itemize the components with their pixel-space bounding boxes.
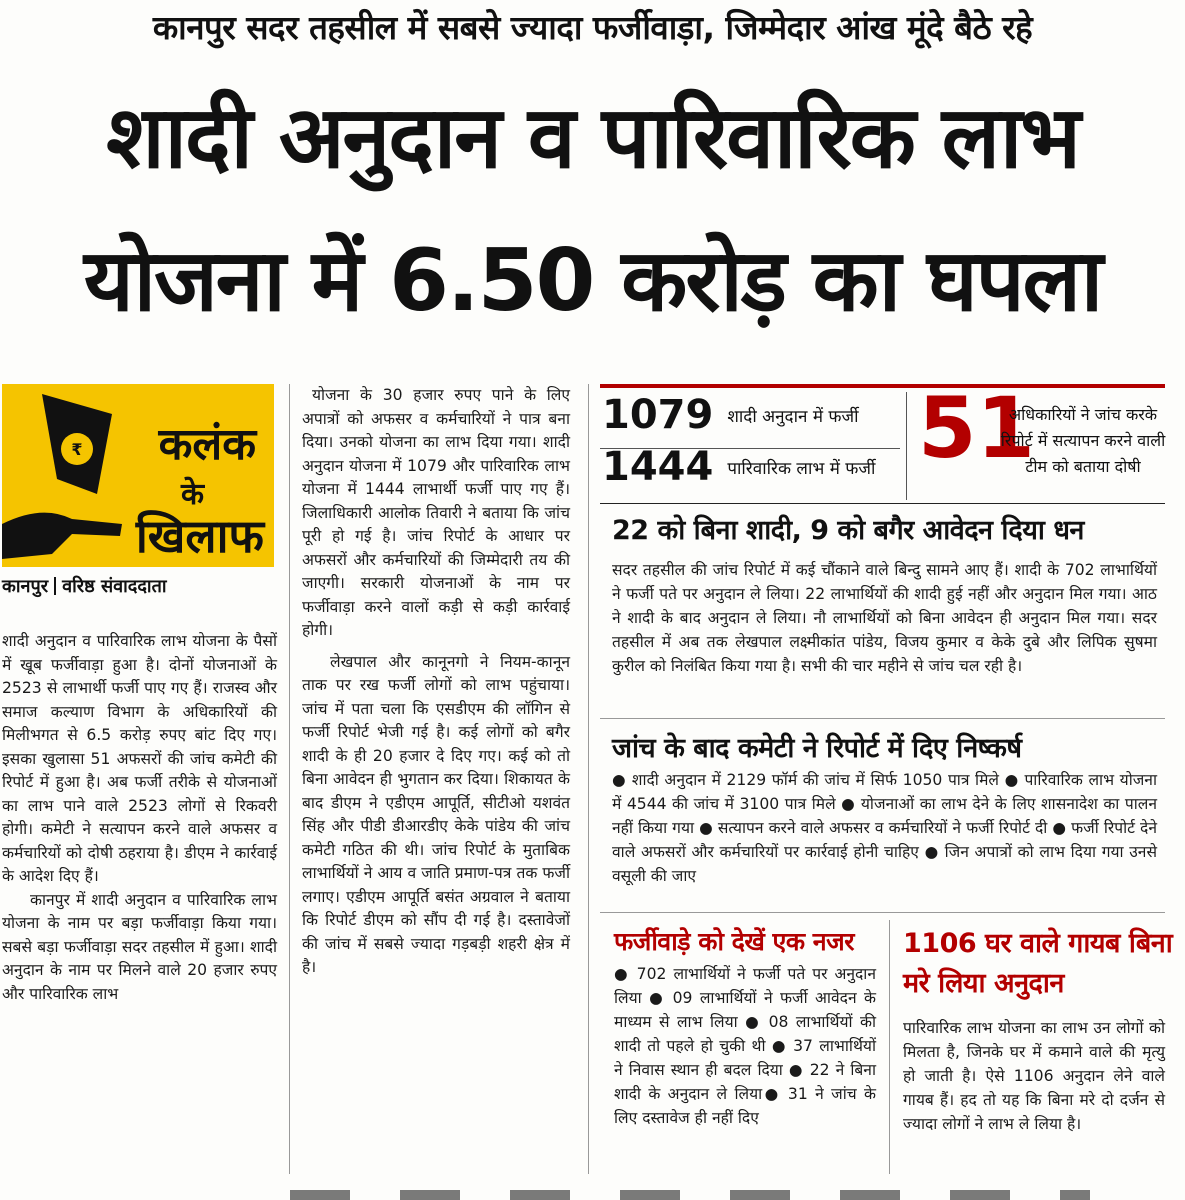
section-title: 1106 घर वाले गायब बिना मरे लिया अनुदान xyxy=(903,928,1173,999)
section-rule xyxy=(600,912,1165,913)
stat-box xyxy=(602,392,859,438)
section-rule xyxy=(600,718,1165,719)
stat-number: 1444 xyxy=(602,444,714,490)
stats-top-bar xyxy=(600,384,1165,388)
logo-word-3: खिलाफ xyxy=(135,509,264,563)
stat-label: शादी अनुदान में फर्जी xyxy=(727,406,859,427)
article-column-1 xyxy=(2,630,277,1006)
section-text xyxy=(903,1016,1165,1136)
column-divider xyxy=(588,384,589,1174)
cropped-next-headline xyxy=(290,1190,1090,1200)
logo-word-2: के xyxy=(180,477,204,512)
article-paragraph: योजना के 30 हजार रुपए पाने के लिए अपात्रों को अफसर व कर्मचारियों ने पात्र बना दिया। उनको योजना का लाभ दिया गया। शादी अनुदान योजना में 1079 और पारिवारिक लाभ योजना में 1444 लाभार्थी फर्जी पाए गए हैं। जिलाधिकारी आलोक तिवारी ने बताया कि जांच पूरी हो गई है। जांच रिपोर्ट के आधार पर अफसरों और कर्मचारियों की जिम्मेदारी तय की जाएगी। सरकारी योजनाओं के नाम पर फर्जीवाड़ा करने वालों कड़ी से कड़ी कार्रवाई होगी। xyxy=(302,386,570,639)
kicker-headline: कानपुर सदर तहसील में सबसे ज्यादा फर्जीवाड़ा, जिम्मेदार आंख मूंदे बैठे रहे xyxy=(152,8,1033,47)
section-paragraph: ● शादी अनुदान में 2129 फॉर्म की जांच में सिर्फ 1050 पात्र मिले ● पारिवारिक लाभ योजना में 4544 की जांच में 3100 पात्र मिले ● योजनाओं का लाभ देने के लिए शासनादेश का पालन नहीं किया गया ● सत्यापन करने वाले अफसर व कर्मचारियों ने फर्जी रिपोर्ट दी ● फर्जी रिपोर्ट देने वाले अफसरों और कर्मचारियों पर कार्रवाई होनी चाहिए ● जिन अपात्रों को लाभ दिया गया उनसे वसूली की जाए xyxy=(612,771,1157,885)
column-logo xyxy=(2,384,274,567)
section-text xyxy=(614,962,876,1130)
section-text xyxy=(612,558,1157,678)
section-text xyxy=(612,768,1157,888)
section-title: 22 को बिना शादी, 9 को बगैर आवेदन दिया धन xyxy=(612,515,1084,546)
main-headline-line2: योजना में 6.50 करोड़ का घपला xyxy=(83,231,1102,331)
article-paragraph: लेखपाल और कानूनगो ने नियम-कानून ताक पर रख फर्जी लोगों को लाभ पहुंचाया। जांच में पता चला कि एसडीएम की लॉगिन से फर्जी रिपोर्ट भेजी गई है। कई लोगों को बगैर शादी के ही 20 हजार दे दिए गए। कई को तो बिना आवेदन ही भुगतान कर दिया। शिकायत के बाद डीएम ने एडीएम आपूर्ति, सीटीओ यशवंत सिंह और पीडी डीआरडीए केके पांडेय की जांच कमेटी गठित की थी। जांच रिपोर्ट के मुताबिक लाभार्थियों ने आय व जाति प्रमाण-पत्र तक फर्जी लगाए। एडीएम आपूर्ति बसंत अग्रवाल ने बताया कि रिपोर्ट डीएम को सौंप दी गई है। दस्तावेजों की जांच में सबसे ज्यादा गड़बड़ी शहरी क्षेत्र में है। xyxy=(302,652,570,976)
logo-word-1: कलंक xyxy=(158,419,256,470)
stat-number: 1079 xyxy=(602,392,714,438)
stat-51-label: अधिकारियों ने जांच करके रिपोर्ट में सत्यापन करने वाली टीम को बताया दोषी xyxy=(1000,405,1166,476)
stat-label: पारिवारिक लाभ में फर्जी xyxy=(727,458,876,479)
svg-text:₹: ₹ xyxy=(71,440,83,459)
article-paragraph: शादी अनुदान व पारिवारिक लाभ योजना के पैसों में खूब फर्जीवाड़ा हुआ है। दोनों योजनाओं के 2523 से लाभार्थी फर्जी पाए गए हैं। राजस्व और समाज कल्याण विभाग के अधिकारियों की मिलीभगत से 6.5 करोड़ रुपए बांट दिए गए। इसका खुलासा 51 अफसरों की जांच कमेटी की रिपोर्ट में हुआ है। अब फर्जी तरीके से योजनाओं का लाभ पाने वाले 2523 लोगों से रिकवरी होगी। कमेटी ने सत्यापन करने वाले अफसर व कर्मचारियों को दोषी ठहराया है। डीएम ने कार्रवाई के आदेश दिए हैं। xyxy=(2,632,277,885)
stat-divider-vertical xyxy=(906,392,907,500)
byline-city: कानपुर xyxy=(2,576,49,597)
section-paragraph: ● 702 लाभार्थियों ने फर्जी पते पर अनुदान लिया ● 09 लाभार्थियों ने फर्जी आवेदन के माध्यम से लाभ लिया ● 08 लाभार्थियों की शादी तो पहले हो चुकी थी ● 37 लाभार्थियों ने निवास स्थान ही बदल दिया ● 22 ने बिना शादी के अनुदान ले लिया● 31 ने जांच के लिए दस्तावेज ही नहीं दिए xyxy=(614,965,876,1127)
section-paragraph: पारिवारिक लाभ योजना का लाभ उन लोगों को मिलता है, जिनके घर में कमाने वाले की मृत्यु हो जाती है। ऐसे 1106 अनुदान लेने वाले गायब हैं। हद तो यह कि बिना मरे दो दर्जन से ज्यादा लोगों ने लाभ ले लिया है। xyxy=(903,1019,1165,1133)
section-rule xyxy=(600,503,1165,504)
main-headline-line1: शादी अनुदान व पारिवारिक लाभ xyxy=(106,88,1079,188)
column-divider xyxy=(889,920,890,1174)
byline-separator xyxy=(54,577,56,595)
section-title: फर्जीवाड़े को देखें एक नजर xyxy=(614,927,854,956)
stat-51-number: 51 xyxy=(918,379,1035,477)
column-divider xyxy=(289,384,290,1174)
article-column-2 xyxy=(302,384,570,980)
stat-box xyxy=(602,444,875,490)
article-paragraph: कानपुर में शादी अनुदान व पारिवारिक लाभ योजना के नाम पर बड़ा फर्जीवाड़ा किया गया। सबसे बड़ा फर्जीवाड़ा सदर तहसील में हुआ। शादी अनुदान के नाम पर मिलने वाले 20 हजार रुपए और पारिवारिक लाभ xyxy=(2,890,277,1003)
section-title: जांच के बाद कमेटी ने रिपोर्ट में दिए निष्कर्ष xyxy=(612,733,1022,764)
byline xyxy=(2,574,167,598)
section-paragraph: सदर तहसील की जांच रिपोर्ट में कई चौंकाने वाले बिन्दु सामने आए हैं। शादी के 702 लाभार्थियों ने फर्जी पते पर अनुदान ले लिया। 22 लाभार्थियों की शादी हुई नहीं और अनुदान मिल गया। आठ ने शादी के बाद अनुदान ले लिया। नौ लाभार्थियों को बिना आवेदन ही अनुदान मिल गया। सदर तहसील में अब तक लेखपाल लक्ष्मीकांत पांडेय, विजय कुमार व केके दुबे और लिपिक सुषमा कुरील को निलंबित किया गया है। सभी की चार महीने से जांच चल रही है। xyxy=(612,561,1157,675)
hand-coin-icon xyxy=(2,384,132,567)
byline-author: वरिष्ठ संवाददाता xyxy=(62,576,167,597)
